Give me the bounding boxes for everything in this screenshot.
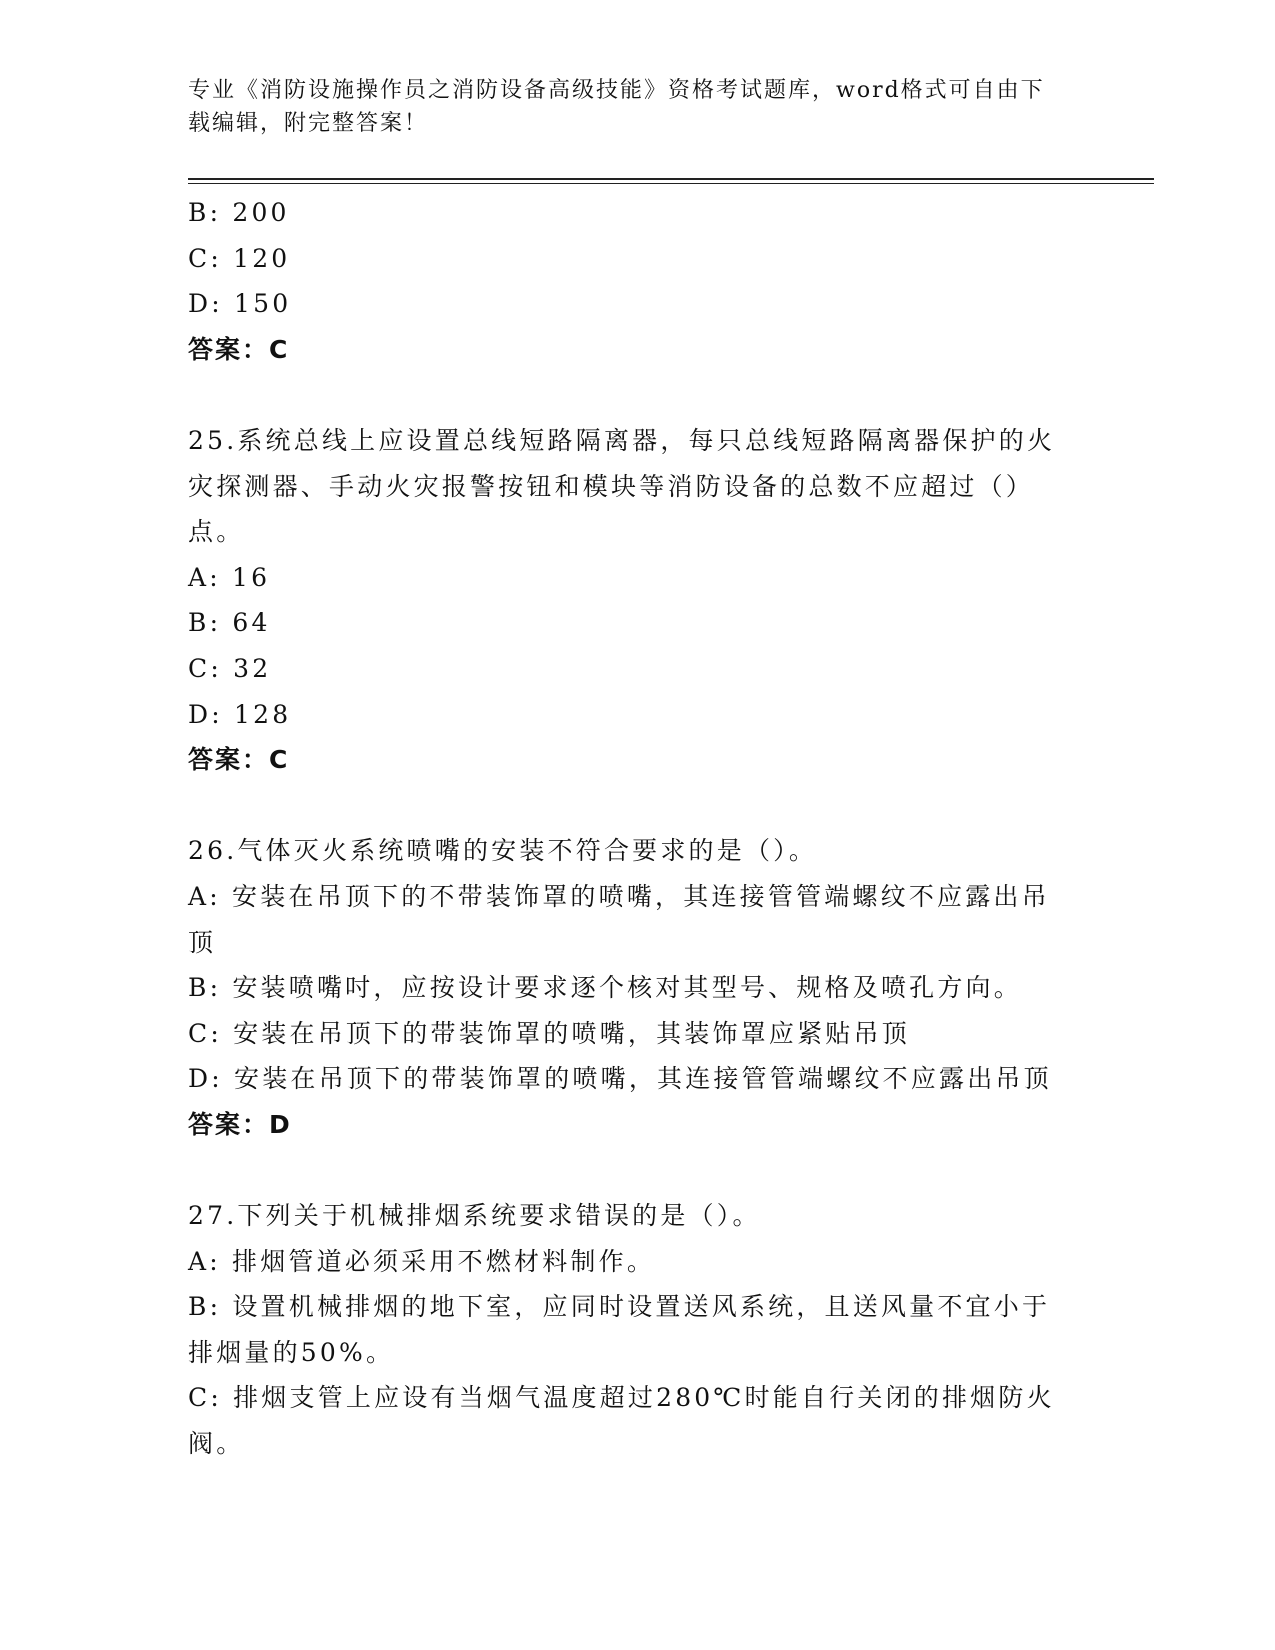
option-c: C: 排烟支管上应设有当烟气温度超过280℃时能自行关闭的排烟防火 — [188, 1383, 1055, 1413]
question-25 — [188, 418, 1088, 783]
option-d: D: 安装在吊顶下的带装饰罩的喷嘴，其连接管管端螺纹不应露出吊顶 — [188, 1064, 1052, 1094]
option-b-continued: 排烟量的50%。 — [188, 1337, 395, 1367]
option-b: B: 64 — [188, 608, 271, 638]
header-divider-thick — [188, 178, 1154, 180]
option-a-continued: 顶 — [188, 927, 217, 957]
question-content — [188, 190, 1088, 1467]
question-stem-line: 灾探测器、手动火灾报警按钮和模块等消防设备的总数不应超过（） — [188, 471, 1035, 501]
option-b: B: 安装喷嘴吋，应按设计要求逐个核对其型号、规格及喷孔方向。 — [188, 973, 1022, 1003]
option-a: A: 排烟管道必须采用不燃材料制作。 — [188, 1246, 656, 1276]
option-c: C: 32 — [188, 653, 272, 683]
header-divider-thin — [188, 183, 1154, 184]
option-c-continued: 阀。 — [188, 1429, 245, 1459]
question-stem-line: 点。 — [188, 517, 245, 547]
option-d: D: 150 — [188, 289, 292, 319]
header-line-1: 专业《消防设施操作员之消防设备高级技能》资格考试题库，word格式可自由下 — [188, 78, 1045, 103]
option-d: D: 128 — [188, 699, 292, 729]
option-a: A: 16 — [188, 562, 271, 592]
question-gap — [188, 1147, 1088, 1193]
answer-line: 答案：C — [188, 334, 290, 364]
option-c: C: 安装在吊顶下的带装饰罩的喷嘴，其装饰罩应紧贴吊顶 — [188, 1018, 910, 1048]
option-b: B: 200 — [188, 198, 290, 227]
question-26 — [188, 828, 1088, 1147]
question-stem-line: 27.下列关于机械排烟系统要求错误的是（）。 — [188, 1201, 761, 1231]
question-stem-line: 25.系统总线上应设置总线短路隔离器，每只总线短路隔离器保护的火 — [188, 425, 1056, 455]
answer-line: 答案：D — [188, 1109, 292, 1139]
option-b: B: 设置机械排烟的地下室，应同时设置送风系统，且送风量不宜小于 — [188, 1292, 1051, 1322]
question-gap — [188, 783, 1088, 829]
question-stem-line: 26.气体灭火系统喷嘴的安装不符合要求的是（）。 — [188, 836, 818, 866]
question-27 — [188, 1193, 1088, 1467]
option-c: C: 120 — [188, 243, 291, 273]
question-gap — [188, 372, 1088, 418]
header-line-2: 载编辑，附完整答案！ — [188, 111, 429, 136]
question-24 — [188, 190, 1088, 372]
answer-line: 答案：C — [188, 745, 290, 775]
option-a: A: 安装在吊顶下的不带装饰罩的喷嘴，其连接管管端螺纹不应露出吊 — [188, 881, 1050, 911]
document-header — [188, 74, 1088, 140]
